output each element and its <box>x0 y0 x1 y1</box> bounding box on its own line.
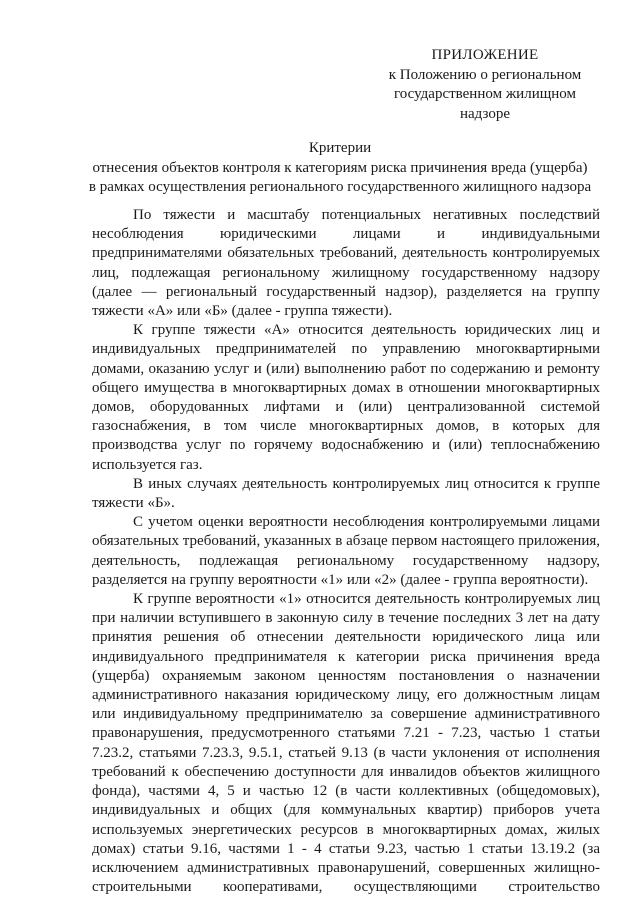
appendix-line: к Положению о региональном <box>388 66 582 83</box>
appendix-heading: ПРИЛОЖЕНИЕ <box>431 47 539 63</box>
title-line: в рамках осуществления регионального государственного жилищного надзора <box>88 179 592 195</box>
appendix-block <box>380 46 590 124</box>
appendix-line: государственном жилищном <box>393 86 577 102</box>
paragraph-probability-groups: С учетом оценки вероятности несоблюдения контролируемыми лицами обязательных требований, указанных в абзаце первом настоящего приложения, деятельность, подлежащая региональному государственному надзору, разделяется на группу вероятности «1» или «2» (далее - группа вероятности). <box>92 514 600 588</box>
title-heading: Критерии <box>308 140 372 156</box>
title-line: отнесения объектов контроля к категориям риска причинения вреда (ущерба) <box>92 159 588 176</box>
paragraph-probability-group-1: К группе вероятности «1» относится деятельность контролируемых лиц при наличии вступившего в законную силу в течение последних 3 лет на дату принятия решения об отнесении деятельности юридического лица или индивидуального предпринимателя к категории риска причинения вреда (ущерба) охраняемым законом ценностям постановления о назначении административного наказания юридическому лицу, его должностным лицам или индивидуальному предпринимателю за совершение административного правонарушения, предусмотренного статьями 7.21 - 7.23, частью 1 статьи 7.23.2, статьями 7.23.3, 9.5.1, статьей 9.13 (в части уклонения от исполнения требований к обеспечению доступности для инвалидов объектов жилищного фонда), частями 4, 5 и частью 12 (в части коллективных (общедомовых), индивидуальных и общих (для коммунальных квартир) приборов учета используемых энергетических ресурсов в многоквартирных домах, жилых домах) статьи 9.16, частями 1 - 4 статьи 9.23, частью 1 статьи 13.19.2 (за исключением административных правонарушений, совершенных жилищно-строительными кооперативами, осуществляющими строительство <box>92 591 600 896</box>
document-title <box>60 139 620 198</box>
paragraph-group-b: В иных случаях деятельность контролируемых лиц относится к группе тяжести «Б». <box>92 475 600 512</box>
appendix-line: надзоре <box>460 105 510 122</box>
paragraph-severity-groups: По тяжести и масштабу потенциальных негативных последствий несоблюдения юридическими лицами и индивидуальными предпринимателями обязательных требований, деятельность контролируемых лиц, подлежащая региональному жилищному государственному надзору (далее — региональный государственный надзор), разделяется на группу тяжести «А» или «Б» (далее - группа тяжести). <box>92 207 600 320</box>
paragraph-group-a: К группе тяжести «А» относится деятельность юридических лиц и индивидуальных предпринимателей по управлению многоквартирными домами, оказанию услуг и (или) выполнению работ по содержанию и ремонту общего имущества в многоквартирных домах в отношении многоквартирных домов, оборудованных лифтами и (или) централизованной системой газоснабжения, в том числе многоквартирных домов, в которых для производства услуг по горячему водоснабжению и (или) теплоснабжению используется газ. <box>92 322 600 473</box>
document-body <box>92 206 600 897</box>
